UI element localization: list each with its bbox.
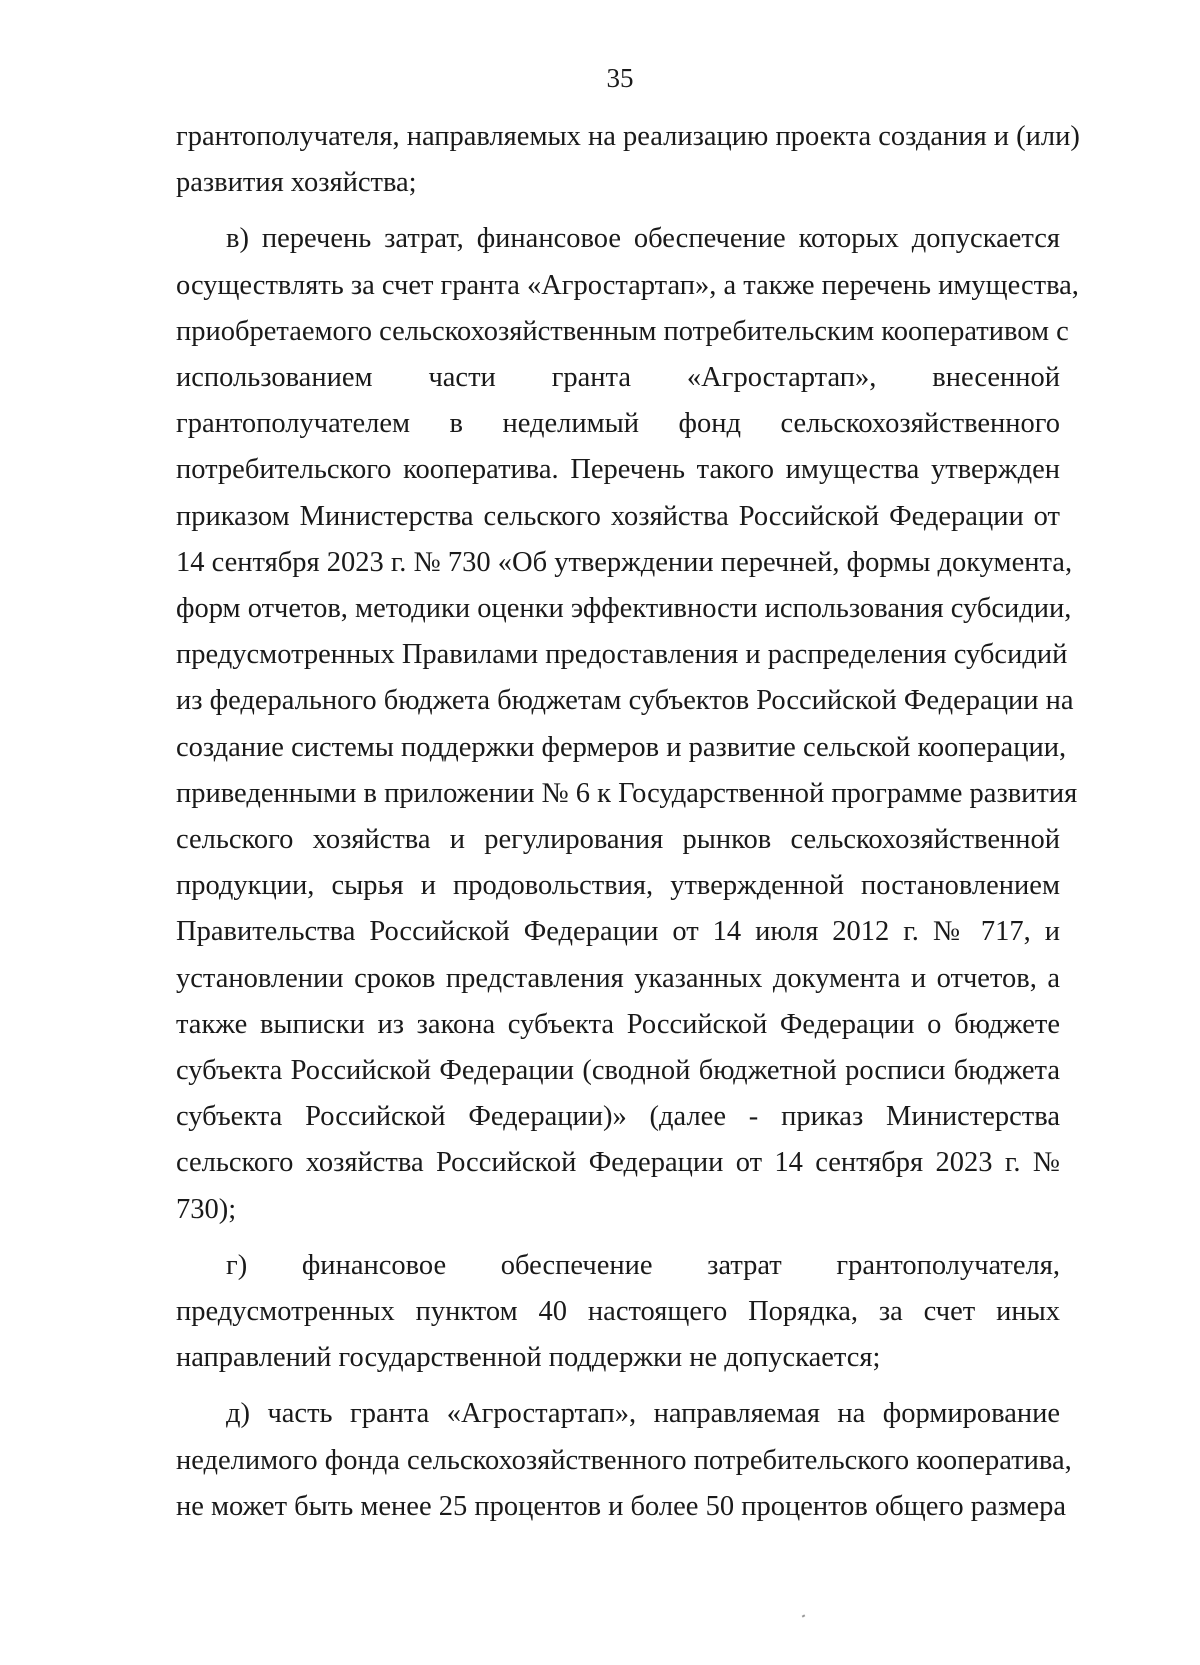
text-line: в) перечень затрат, финансовое обеспечение которых допускается [226, 223, 1060, 255]
text-line: предусмотренных Правилами предоставления и распределения субсидий [176, 639, 1068, 671]
text-line: предусмотренных пунктом 40 настоящего Порядка, за счет иных [176, 1296, 1060, 1328]
text-line: 14 сентября 2023 г. № 730 «Об утверждении перечней, формы документа, [176, 546, 1073, 578]
text-line: грантополучателя, направляемых на реализацию проекта создания и (или) [176, 121, 1080, 152]
text-line: осуществлять за счет гранта «Агростартап», а также перечень имущества, [176, 269, 1079, 301]
text-line: д) часть гранта «Агростартап», направляемая на формирование [226, 1398, 1060, 1430]
text-line: также выписки из закона субъекта Российской Федерации о бюджете [176, 1008, 1060, 1040]
text-line: приведенными в приложении № 6 к Государственной программе развития [176, 777, 1078, 809]
paragraph-item-v [176, 216, 1079, 1232]
text-line: установлении сроков представления указанных документа и отчетов, а [176, 962, 1060, 994]
text-line: субъекта Российской Федерации (сводной бюджетной росписи бюджета [176, 1055, 1060, 1087]
text-line: использованием части гранта «Агростартап», внесенной [176, 362, 1060, 394]
text-line: сельского хозяйства Российской Федерации от 14 сентября 2023 г. № [176, 1147, 1060, 1179]
scan-speck [802, 1614, 806, 1617]
text-line: приобретаемого сельскохозяйственным потребительским кооперативом с [176, 315, 1069, 347]
text-line: направлений государственной поддержки не допускается; [176, 1342, 881, 1374]
text-line: приказом Министерства сельского хозяйства Российской Федерации от [176, 500, 1060, 532]
paragraph-item-g [176, 1243, 1060, 1382]
text-line: Правительства Российской Федерации от 14 июля 2012 г. № 717, и [176, 916, 1060, 948]
text-line: развития хозяйства; [176, 167, 417, 199]
text-line: продукции, сырья и продовольствия, утвержденной постановлением [176, 870, 1060, 902]
text-line: из федерального бюджета бюджетам субъектов Российской Федерации на [176, 685, 1074, 717]
text-line: г) финансовое обеспечение затрат грантополучателя, [226, 1249, 1060, 1281]
paragraph-continuation [176, 114, 1080, 206]
text-line: потребительского кооператива. Перечень такого имущества утвержден [176, 454, 1060, 486]
text-line: грантополучателем в неделимый фонд сельскохозяйственного [176, 408, 1060, 440]
paragraph-item-d [176, 1391, 1072, 1530]
document-body [176, 114, 1080, 1530]
text-line: неделимого фонда сельскохозяйственного потребительского кооператива, [176, 1444, 1072, 1476]
page-number: 35 [606, 63, 634, 93]
text-line: сельского хозяйства и регулирования рынков сельскохозяйственной [176, 824, 1060, 856]
text-line: форм отчетов, методики оценки эффективности использования субсидии, [176, 593, 1072, 625]
text-line: 730); [176, 1193, 237, 1225]
text-line: не может быть менее 25 процентов и более 50 процентов общего размера [176, 1490, 1067, 1522]
text-line: создание системы поддержки фермеров и развитие сельской кооперации, [176, 731, 1067, 763]
text-line: субъекта Российской Федерации)» (далее - приказ Министерства [176, 1101, 1060, 1133]
